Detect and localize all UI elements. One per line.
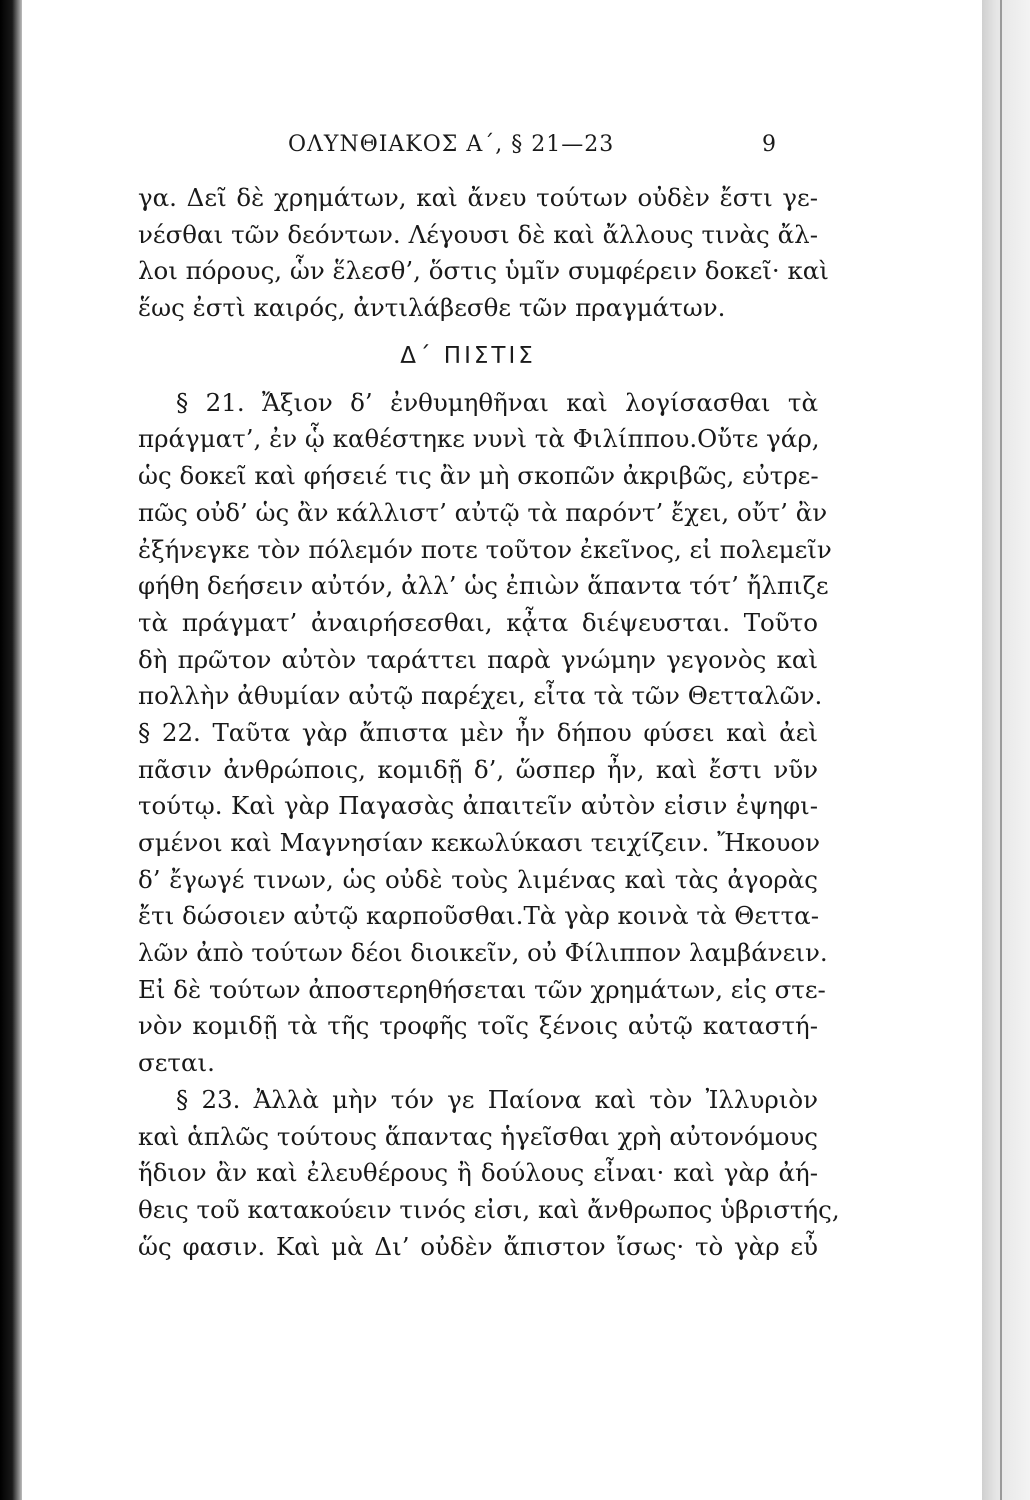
text-line: σμένοι καὶ Μαγνησίαν κεκωλύκασι τειχίζειν. Ἤκουον <box>138 828 821 857</box>
text-line: καὶ ἁπλῶς τούτους ἅπαντας ἡγεῖσθαι χρὴ αὐτονόμους <box>138 1121 818 1151</box>
text-line: νέσθαι τῶν δεόντων. Λέγουσι δὲ καὶ ἄλλους τινὰς ἄλ- <box>138 219 818 249</box>
text-line: δ’ ἔγωγέ τινων, ὡς οὐδὲ τοὺς λιμένας καὶ τὰς ἀγορὰς <box>138 864 818 894</box>
book-gutter-shadow <box>0 0 22 1500</box>
text-line: ἔτι δώσοιεν αὐτῷ καρποῦσθαι.Τὰ γὰρ κοινὰ τὰ Θεττα- <box>138 901 819 931</box>
section-heading: Δ΄ ΠΙΣΤΙΣ <box>400 342 536 369</box>
text-line: Εἰ δὲ τούτων ἀποστερηθήσεται τῶν χρημάτων, εἰς στε- <box>138 974 826 1004</box>
text-line: πᾶσιν ἀνθρώποις, κομιδῇ δ’, ὥσπερ ἦν, καὶ ἔστι νῦν <box>138 754 818 784</box>
text-line: λοι πόρους, ὧν ἕλεσθ’, ὅστις ὑμῖν συμφέρειν δοκεῖ· καὶ <box>138 256 829 286</box>
text-line: πράγματ’, ἐν ᾧ καθέστηκε νυνὶ τὰ Φιλίππου.Οὔτε γάρ, <box>138 424 820 454</box>
text-line: § 21. Ἄξιον δ’ ἐνθυμηθῆναι καὶ λογίσασθαι τὰ <box>176 387 818 417</box>
text-line: ἥδιον ἂν καὶ ἐλευθέρους ἢ δούλους εἶναι· καὶ γὰρ ἀή- <box>138 1158 818 1188</box>
text-line: τὰ πράγματ’ ἀναιρήσεσθαι, κᾆτα διέψευσται. Τοῦτο <box>138 607 818 637</box>
text-line: λῶν ἀπὸ τούτων δέοι διοικεῖν, οὐ Φίλιππον λαμβάνειν. <box>138 938 828 968</box>
text-line: σεται. <box>138 1048 215 1078</box>
text-line: ἕως ἐστὶ καιρός, ἀντιλάβεσθε τῶν πραγμάτων. <box>138 293 726 323</box>
main-text <box>138 180 840 1265</box>
text-line: πῶς οὐδ’ ὡς ἂν κάλλιστ’ αὐτῷ τὰ παρόντ’ ἔχει, οὔτ’ ἂν <box>138 497 828 527</box>
text-line: θεις τοῦ κατακούειν τινός εἰσι, καὶ ἄνθρωπος ὑβριστής, <box>138 1194 840 1224</box>
text-line: πολλὴν ἀθυμίαν αὐτῷ παρέχει, εἶτα τὰ τῶν Θετταλῶν. <box>138 681 823 711</box>
text-line: ὥς φασιν. Καὶ μὰ Δι’ οὐδὲν ἄπιστον ἴσως· τὸ γὰρ εὖ <box>138 1231 818 1261</box>
text-line: φήθη δεήσειν αὐτόν, ἀλλ’ ὡς ἐπιὼν ἅπαντα τότ’ ἤλπιζε <box>138 571 829 601</box>
page-edge <box>982 0 1030 1500</box>
text-line: § 23. Ἀλλὰ μὴν τόν γε Παίονα καὶ τὸν Ἰλλυριὸν <box>176 1084 818 1114</box>
text-line: τούτῳ. Καὶ γὰρ Παγασὰς ἀπαιτεῖν αὐτὸν εἰσιν ἐψηφι- <box>138 791 818 821</box>
page-edge-line <box>1000 0 1002 1500</box>
running-title: ΟΛΥΝΘΙΑΚΟΣ Α΄, § 21—23 <box>288 132 615 157</box>
text-line: γα. Δεῖ δὲ χρημάτων, καὶ ἄνευ τούτων οὐδὲν ἔστι γε- <box>138 183 818 212</box>
page-number: 9 <box>762 132 776 157</box>
text-line: δὴ πρῶτον αὐτὸν ταράττει παρὰ γνώμην γεγονὸς καὶ <box>138 644 818 674</box>
text-line: ὡς δοκεῖ καὶ φήσειέ τις ἂν μὴ σκοπῶν ἀκριβῶς, εὐτρε- <box>138 461 819 491</box>
text-line: ἐξήνεγκε τὸν πόλεμόν ποτε τοῦτον ἐκεῖνος, εἰ πολεμεῖν <box>138 534 832 564</box>
text-line: § 22. Ταῦτα γὰρ ἄπιστα μὲν ἦν δήπου φύσει καὶ ἀεὶ <box>138 717 818 747</box>
text-line: νὸν κομιδῇ τὰ τῆς τροφῆς τοῖς ξένοις αὐτῷ καταστή- <box>138 1011 818 1041</box>
